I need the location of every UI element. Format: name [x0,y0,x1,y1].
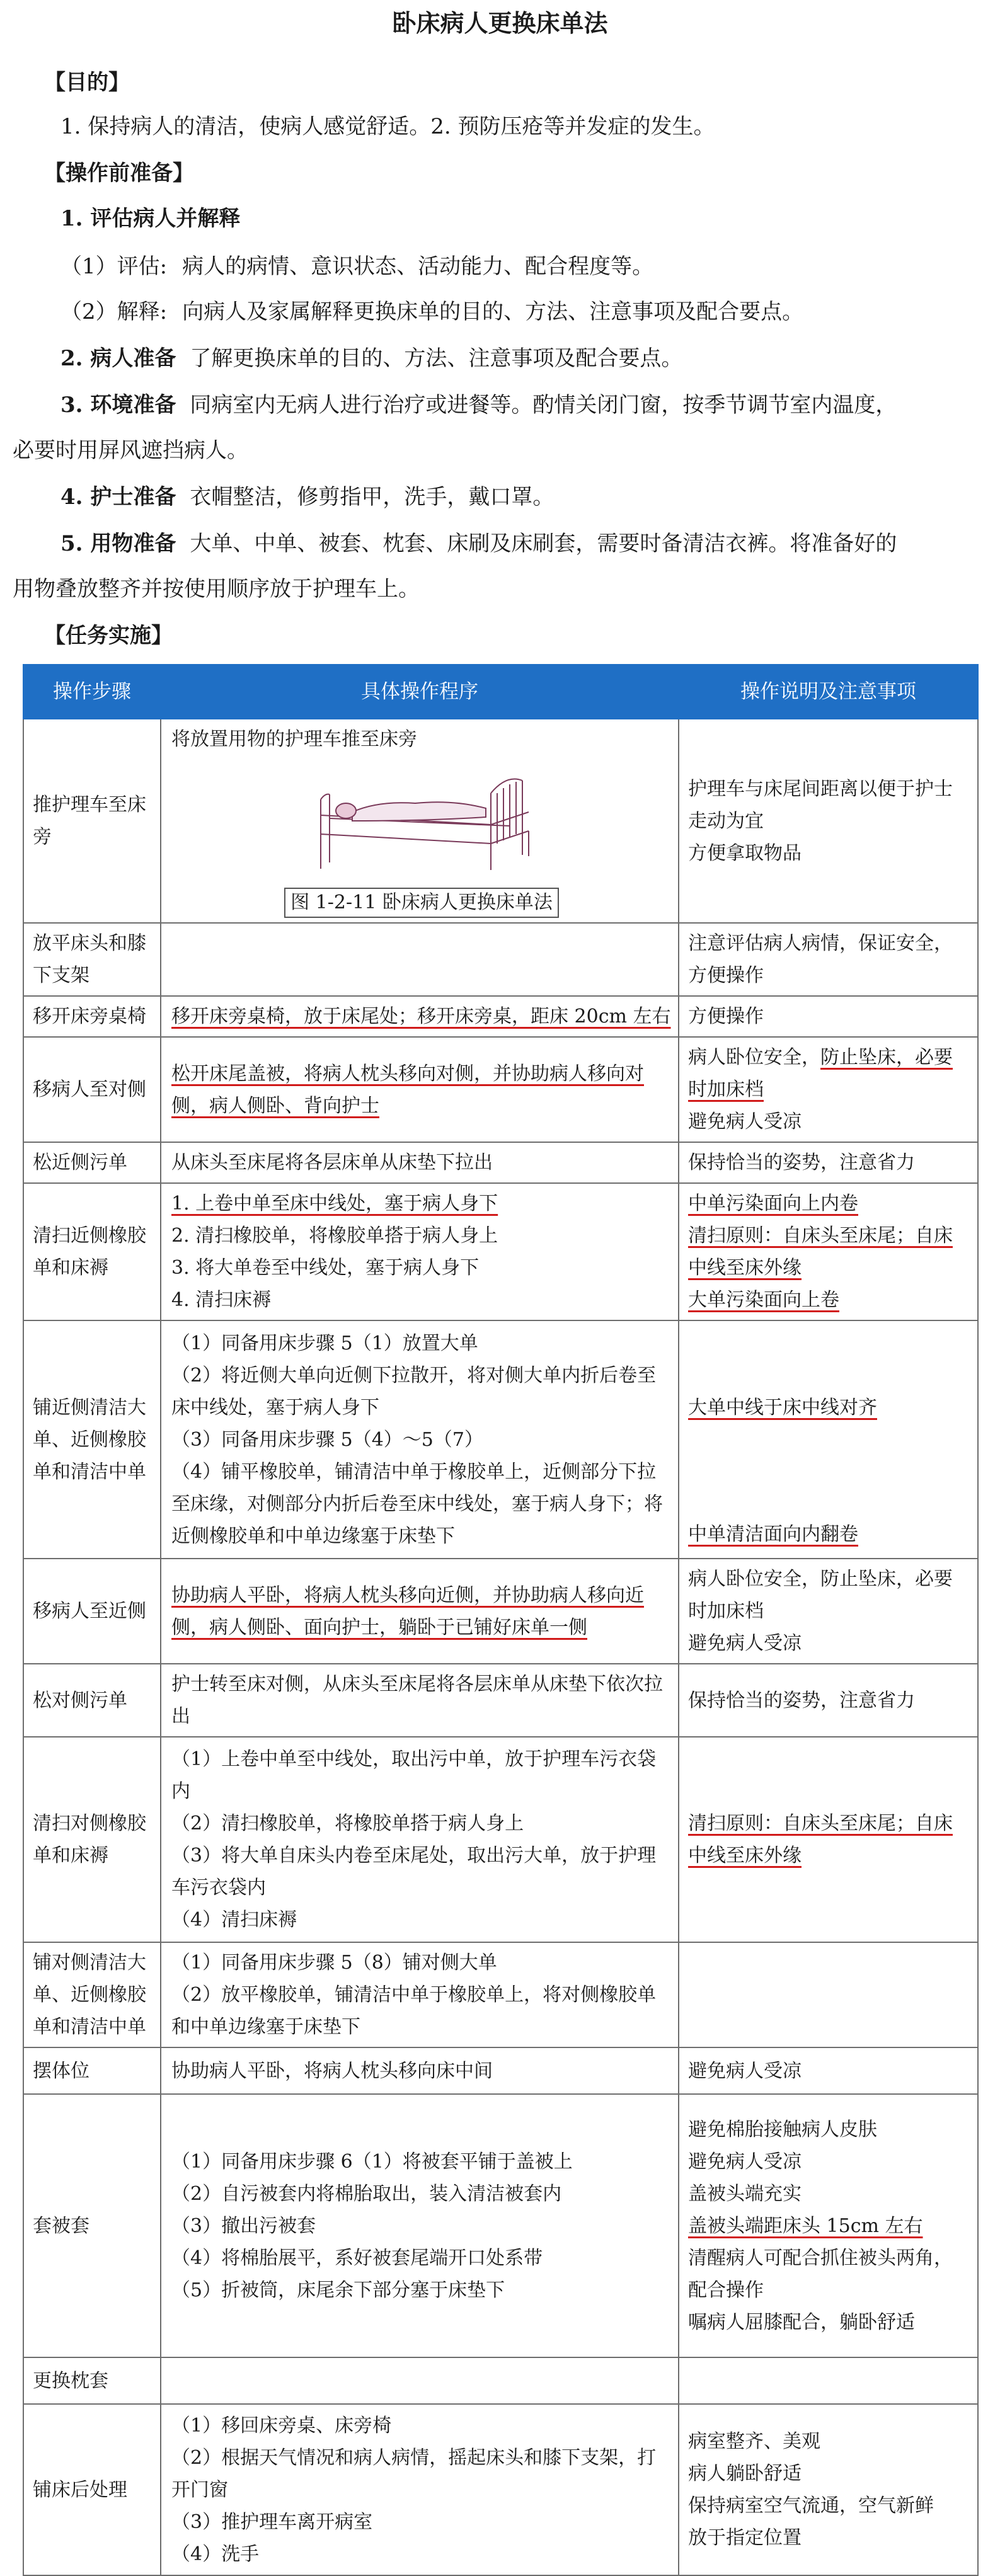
note-line [688,1518,971,1550]
header-notes: 操作说明及注意事项 [679,665,978,719]
note-line: 盖被头端充实 [688,2182,802,2205]
procedure-line: 4. 清扫床褥 [171,1289,272,1311]
procedure-cell [161,1320,679,1559]
table-row [23,996,978,1037]
note-underlined: 大单中线于床中线对齐 [688,1397,877,1419]
nurse-prep-label: 4. 护士准备 [60,484,176,510]
notes-cell: 保持恰当的姿势，注意省力 [679,1664,978,1737]
notes-cell [679,1559,978,1664]
prep-item1-explain [60,290,803,334]
procedure-text: 松开床尾盖被，将病人枕头移向对侧，并协助病人移向对侧，病人侧卧、背向护士 [171,1062,644,1117]
procedure-line: （2）根据天气情况和病人病情，摇起床头和膝下支架，打开门窗 [171,2446,657,2501]
note-underlined: 中单污染面向上内卷 [688,1193,858,1215]
notes-cell: 方便操作 [679,996,978,1037]
assess-label: （1）评估: [60,254,168,279]
note-line [688,1284,971,1316]
procedure-cell [161,2094,679,2357]
procedure-line: （3）推护理车离开病室 [171,2510,373,2533]
step-cell: 松近侧污单 [23,1142,161,1183]
step-cell: 松对侧污单 [23,1664,161,1737]
table-row [23,1664,978,1737]
notes-cell [679,1942,978,2047]
procedure-line: （5）折被筒，床尾余下部分塞于床垫下 [171,2279,505,2301]
patient-prep-label: 2. 病人准备 [60,346,176,371]
note-underlined: 清扫原则：自床头至床尾；自床中线至床外缘 [688,1225,953,1279]
explain-label: （2）解释: [60,299,168,324]
procedure-text: 将放置用物的护理车推至床旁 [171,728,417,750]
note-line: 避免棉胎接触病人皮肤 [688,2118,877,2141]
table-row [23,2357,978,2404]
procedure-line: 2. 清扫橡胶单，将橡胶单搭于病人身上 [171,1225,498,1247]
table-row [23,1737,978,1942]
procedure-cell [161,1559,679,1664]
table-row [23,923,978,996]
step-cell: 更换枕套 [23,2357,161,2404]
procedure-line: 3. 将大单卷至中线处，塞于病人身下 [171,1257,480,1279]
note-line: 方便拿取物品 [688,842,802,864]
note-line: 护理车与床尾间距离以便于护士走动为宜 [688,777,953,832]
procedure-line: （1）同备用床步骤 5（1）放置大单 [171,1332,478,1354]
notes-cell [679,1037,978,1142]
note-underlined: 盖被头端距床头 15cm 左右 [688,2214,923,2237]
procedure-cell [161,923,679,996]
step-cell: 放平床头和膝下支架 [23,923,161,996]
note-line [688,1188,971,1220]
table-row [23,1142,978,1183]
note-line [688,1041,971,1106]
procedure-line: （2）放平橡胶单，铺清洁中单于橡胶单上，将对侧橡胶单和中单边缘塞于床垫下 [171,1984,657,2038]
supply-prep-text-2: 用物叠放整齐并按使用顺序放于护理车上。 [13,576,420,602]
purpose-heading: 【目的】 [44,70,130,95]
notes-cell [679,1320,978,1559]
procedure-line: （2）清扫橡胶单，将橡胶单搭于病人身上 [171,1812,524,1835]
note-line: 放于指定位置 [688,2527,802,2549]
notes-cell [679,2094,978,2357]
procedure-line: （3）撤出污被套 [171,2214,316,2237]
procedure-line: （1）移回床旁桌、床旁椅 [171,2414,392,2437]
note-line: 避免病人受凉 [688,1632,802,1654]
procedure-cell [161,996,679,1037]
prep-item5 [60,522,897,566]
table-row [23,1037,978,1142]
procedure-line: （1）同备用床步骤 6（1）将被套平铺于盖被上 [171,2150,573,2173]
notes-cell [679,719,978,923]
procedure-line: （1）同备用床步骤 5（8）铺对侧大单 [171,1952,497,1974]
procedure-line: （1）上卷中单至中线处，取出污中单，放于护理车污衣袋内 [171,1748,657,1802]
env-prep-text-2: 必要时用屏风遮挡病人。 [13,438,248,463]
step-cell: 移病人至近侧 [23,1559,161,1664]
notes-cell [679,1183,978,1320]
step-cell: 清扫对侧橡胶单和床褥 [23,1737,161,1942]
supply-prep-label: 5. 用物准备 [60,531,176,556]
procedure-text: 移开床旁桌椅，放于床尾处；移开床旁桌，距床 20cm 左右 [171,1005,671,1028]
notes-cell [679,2357,978,2404]
notes-cell: 避免病人受凉 [679,2047,978,2094]
procedure-line: （4）铺平橡胶单，铺清洁中单于橡胶单上，近侧部分下拉至床缘，对侧部分内折后卷至床中线处，塞于病人身下；将近侧橡胶单和中单边缘塞于床垫下 [171,1460,663,1547]
prep-item3 [60,383,897,427]
procedure-cell [161,2404,679,2575]
table-row [23,2094,978,2357]
notes-cell: 注意评估病人病情，保证安全，方便操作 [679,923,978,996]
step-cell: 摆体位 [23,2047,161,2094]
note-underlined: 中单清洁面向内翻卷 [688,1523,858,1545]
env-prep-label: 3. 环境准备 [60,392,176,418]
procedure-line: （2）将近侧大单向近侧下拉散开，将对侧大单内折后卷至床中线处，塞于病人身下 [171,1364,657,1419]
procedure-cell [161,1942,679,2047]
step-cell: 铺对侧清洁大单、近侧橡胶单和清洁中单 [23,1942,161,2047]
table-header-row [23,665,978,719]
note-line: 嘱病人屈膝配合，躺卧舒适 [688,2311,915,2333]
note-line: 病人卧位安全，防止坠床，必要时加床档 [688,1568,953,1622]
supply-prep-text-1: 大单、中单、被套、枕套、床刷及床刷套，需要时备清洁衣裤。将准备好的 [190,531,897,556]
table-row [23,1559,978,1664]
table-row [23,2404,978,2575]
note-part-underlined: 防止坠床，必要时加床档 [688,1046,953,1101]
notes-cell: 保持恰当的姿势，注意省力 [679,1142,978,1183]
header-procedure: 具体操作程序 [161,665,679,719]
patient-prep-text: 了解更换床单的目的、方法、注意事项及配合要点。 [190,346,683,371]
procedure-text: 协助病人平卧，将病人枕头移向近侧，并协助病人移向近侧，病人侧卧、面向护士，躺卧于已铺好床单一侧 [171,1584,644,1639]
note-line: 避免病人受凉 [688,2150,802,2173]
assess-text: 病人的病情、意识状态、活动能力、配合程度等。 [182,254,654,279]
step-cell: 铺近侧清洁大单、近侧橡胶单和清洁中单 [23,1320,161,1559]
step-cell: 移开床旁桌椅 [23,996,161,1037]
purpose-text: 1. 保持病人的清洁，使病人感觉舒适。2. 预防压疮等并发症的发生。 [60,114,715,139]
prep-item2 [60,336,682,381]
explain-text: 向病人及家属解释更换床单的目的、方法、注意事项及配合要点。 [182,299,804,324]
note-part: 病人卧位安全， [688,1046,820,1068]
notes-cell [679,1737,978,1942]
step-cell: 铺床后处理 [23,2404,161,2575]
header-step: 操作步骤 [23,665,161,719]
note-line [688,1392,971,1424]
prep-heading: 【操作前准备】 [44,161,194,186]
procedure-line: （3）同备用床步骤 5（4）～5（7） [171,1428,483,1451]
note-line: 病人躺卧舒适 [688,2463,802,2485]
note-line [688,1220,971,1284]
table-row [23,1942,978,2047]
procedure-line: （3）将大单自床头内卷至床尾处，取出污大单，放于护理车污衣袋内 [171,1845,657,1899]
procedure-table [23,664,979,2576]
table-row [23,1183,978,1320]
patient-in-bed-illustration [302,755,541,875]
nurse-prep-text: 衣帽整洁，修剪指甲，洗手，戴口罩。 [190,484,555,510]
env-prep-text-1: 同病室内无病人进行治疗或进餐等。酌情关闭门窗，按季节调节室内温度， [190,392,897,418]
note-underlined: 大单污染面向上卷 [688,1289,839,1311]
procedure-line: （4）清扫床褥 [171,1909,297,1931]
bed-figure [171,755,672,919]
task-heading: 【任务实施】 [44,623,173,648]
table-row [23,2047,978,2094]
procedure-step-1: 1. 上卷中单至床中线处，塞于病人身下 [171,1193,498,1215]
procedure-line [171,1188,672,1220]
procedure-cell [161,1037,679,1142]
procedure-cell: 协助病人平卧，将病人枕头移向床中间 [161,2047,679,2094]
procedure-cell: 从床头至床尾将各层床单从床垫下拉出 [161,1142,679,1183]
note-line: 保持病室空气流通，空气新鲜 [688,2495,934,2517]
figure-caption: 图 1-2-11 卧床病人更换床单法 [284,888,559,918]
procedure-line: （4）将棉胎展平，系好被套尾端开口处系带 [171,2247,543,2269]
prep-item1-assess [60,244,653,289]
prep-item4 [60,475,554,519]
procedure-cell [161,719,679,923]
table-row [23,719,978,923]
prep-item1-heading: 1. 评估病人并解释 [60,206,241,231]
table-row [23,1320,978,1559]
note-line: 病室整齐、美观 [688,2430,820,2453]
document-title: 卧床病人更换床单法 [392,9,608,37]
note-line: 清醒病人可配合抓住被头两角，配合操作 [688,2247,953,2301]
procedure-line: （2）自污被套内将棉胎取出，装入清洁被套内 [171,2182,562,2205]
procedure-cell [161,2357,679,2404]
step-cell: 套被套 [23,2094,161,2357]
procedure-line: （4）洗手 [171,2543,260,2565]
note-line: 避免病人受凉 [688,1111,802,1133]
procedure-cell [161,1737,679,1942]
notes-cell [679,2404,978,2575]
step-cell: 移病人至对侧 [23,1037,161,1142]
procedure-cell [161,1183,679,1320]
step-cell: 推护理车至床旁 [23,719,161,923]
procedure-cell: 护士转至床对侧，从床头至床尾将各层床单从床垫下依次拉出 [161,1664,679,1737]
note-line [688,2210,971,2242]
note-underlined: 清扫原则：自床头至床尾；自床中线至床外缘 [688,1812,953,1867]
step-cell: 清扫近侧橡胶单和床褥 [23,1183,161,1320]
